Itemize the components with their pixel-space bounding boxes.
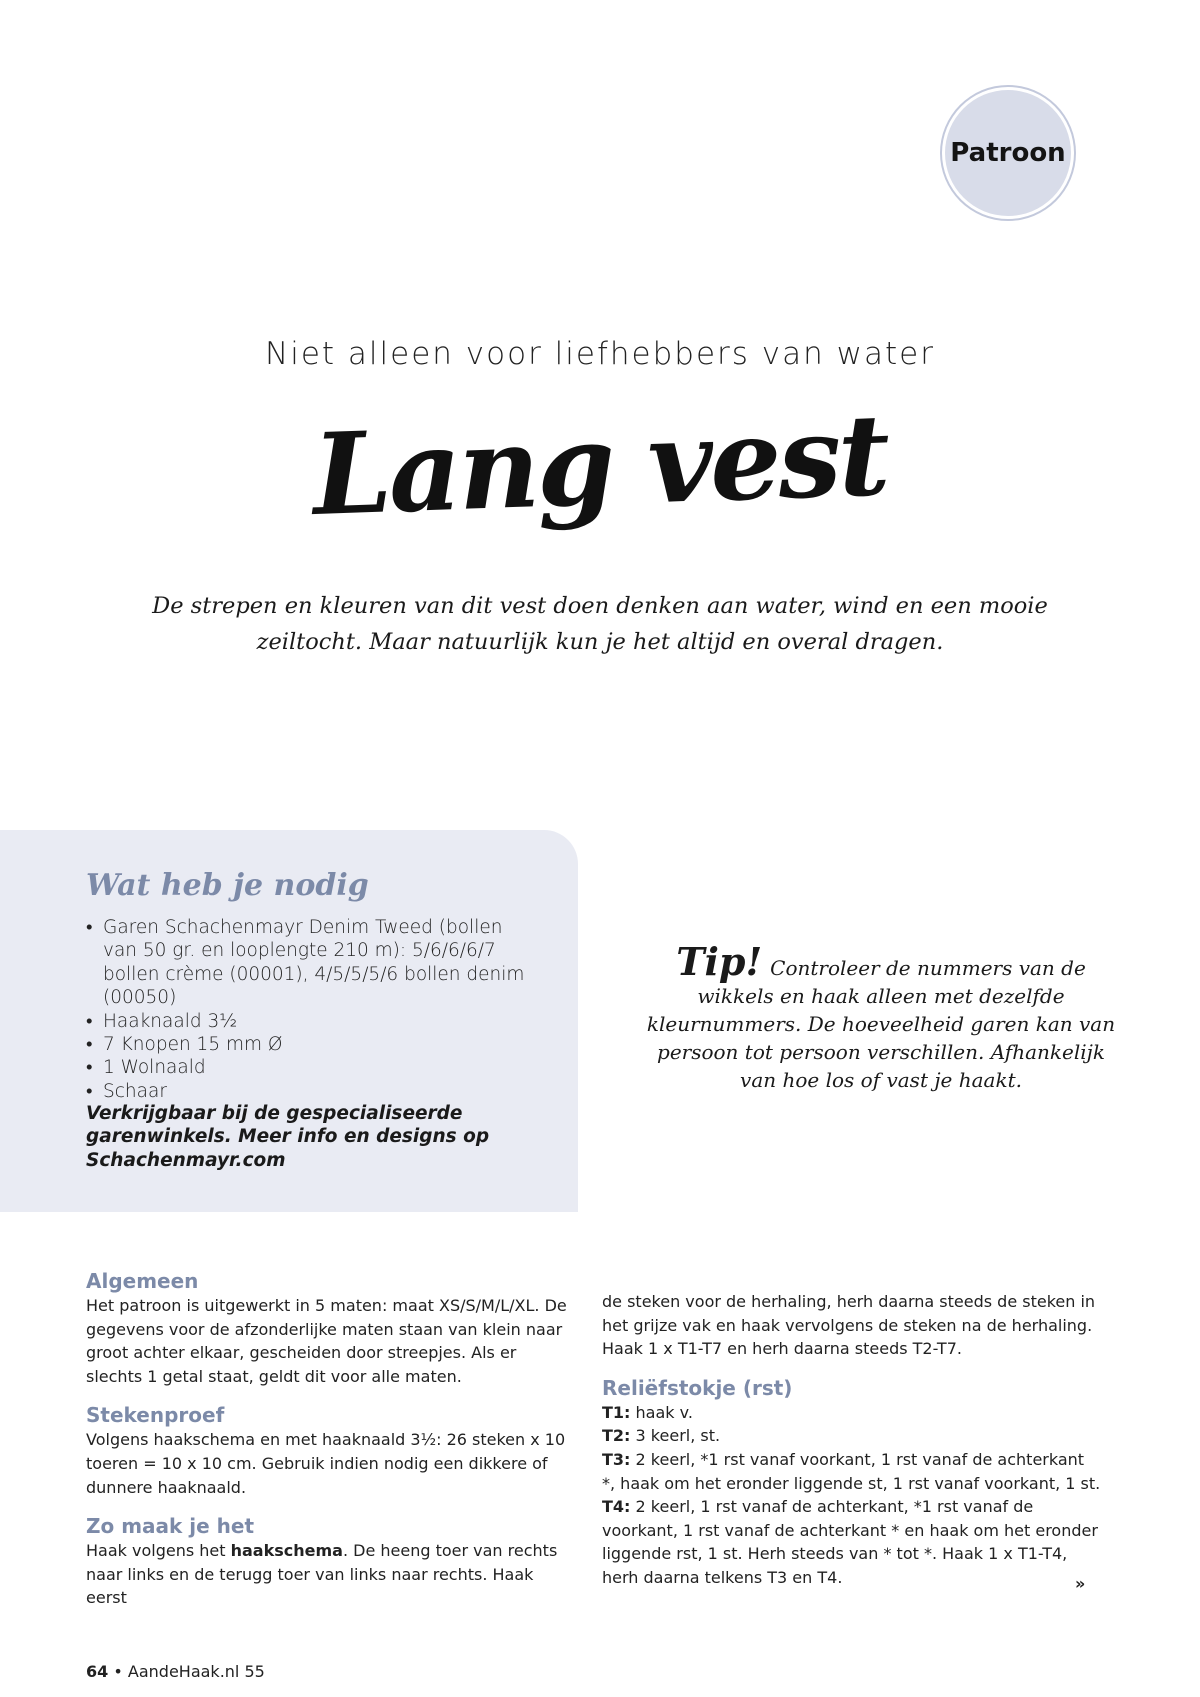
materials-heading: Wat heb je nodig (86, 868, 369, 903)
availability-note: Verkrijgbaar bij de gespecialiseerde garenwinkels. Meer info en designs op Schachenmayr.com (86, 1103, 490, 1171)
badge-label: Patroon (950, 138, 1066, 168)
section-body-algemeen: Het patroon is uitgewerkt in 5 maten: maat XS/S/M/L/XL. De gegevens voor de afzonderlijke maten staan van klein naar groot achter elkaar, gescheiden door streepjes. Als er slechts 1 getal staat, geldt dit voor alle maten. (86, 1296, 567, 1386)
section-body-zo-maak-je-het (86, 1539, 576, 1610)
tip-text: Controleer de nummers van de wikkels en haak alleen met dezelfde kleurnummers. De hoeveelheid garen kan van persoon tot persoon verschillen. Afhankelijk van hoe los of vast je haakt. (646, 956, 1116, 1092)
row-instruction (602, 1424, 1102, 1448)
row-text: 3 keerl, st. (630, 1426, 721, 1446)
row-text: haak v. (630, 1402, 693, 1422)
row-instruction (602, 1448, 1102, 1495)
footer-separator: • (113, 1662, 123, 1681)
footer-site: AandeHaak.nl 55 (127, 1662, 265, 1681)
section-body-stekenproef: Volgens haakschema en met haaknaald 3½: 26 steken x 10 toeren = 10 x 10 cm. Gebruik indien nodig een dikkere of dunnere haaknaald. (86, 1430, 566, 1497)
section-heading-stekenproef: Stekenproef (86, 1403, 225, 1428)
right-column (602, 1290, 1102, 1590)
materials-list (86, 916, 536, 1103)
row-instruction (602, 1495, 1102, 1589)
body-bold-text: haakschema (230, 1541, 343, 1561)
list-item: • 1 Wolnaald (86, 1056, 536, 1079)
page-subtitle: Niet alleen voor liefhebbers van water (265, 336, 935, 372)
body-text: . De heeng toer van rechts naar links en de terugg toer van links naar rechts. Haak eerst (86, 1541, 558, 1608)
row-label: T1: (602, 1402, 631, 1422)
row-label: T2: (602, 1426, 631, 1446)
continue-mark: » (1075, 1574, 1086, 1593)
list-item: • Garen Schachenmayr Denim Tweed (bollen van 50 gr. en looplengte 210 m): 5/6/6/6/7 bollen crème (00001), 4/5/5/5/6 bollen denim (00050) (86, 916, 536, 1010)
list-item: • 7 Knopen 15 mm Ø (86, 1033, 536, 1056)
section-heading-reliefstokje: Reliëfstokje (rst) (602, 1375, 793, 1400)
tip-box (636, 939, 1126, 1094)
body-text: Haak volgens het (86, 1541, 231, 1561)
row-instruction (602, 1401, 1102, 1425)
section-body-continued: de steken voor de herhaling, herh daarna steeds de steken in het grijze vak en haak vervolgens de steken na de herhaling. Haak 1 x T1-T7 en herh daarna steeds T2-T7. (602, 1292, 1096, 1359)
list-item: • Schaar (86, 1080, 536, 1103)
row-label: T3: (602, 1449, 631, 1469)
section-heading-algemeen: Algemeen (86, 1269, 199, 1293)
tip-label: Tip! (676, 939, 763, 984)
row-label: T4: (602, 1497, 631, 1517)
list-item: • Haaknaald 3½ (86, 1010, 536, 1033)
section-badge (945, 90, 1071, 216)
intro-text: De strepen en kleuren van dit vest doen denken aan water, wind en een mooie zeiltocht. Maar natuurlijk kun je het altijd en overal dragen. (152, 593, 1048, 655)
left-column (86, 1268, 576, 1624)
page-title: Lang vest (310, 390, 890, 541)
row-text: 2 keerl, 1 rst vanaf de achterkant, *1 rst vanaf de voorkant, 1 rst vanaf de achterkant * en haak om het eronder liggende rst, 1 st. Herh steeds van * tot *. Haak 1 x T1-T4, herh daarna telkens T3 en T4. (602, 1497, 1098, 1587)
page-number: 64 (86, 1662, 109, 1681)
section-heading-zo-maak-je-het: Zo maak je het (86, 1514, 255, 1539)
row-text: 2 keerl, *1 rst vanaf voorkant, 1 rst vanaf de achterkant *, haak om het eronder liggende st, 1 rst vanaf voorkant, 1 st. (602, 1449, 1101, 1493)
page-footer (86, 1662, 265, 1681)
